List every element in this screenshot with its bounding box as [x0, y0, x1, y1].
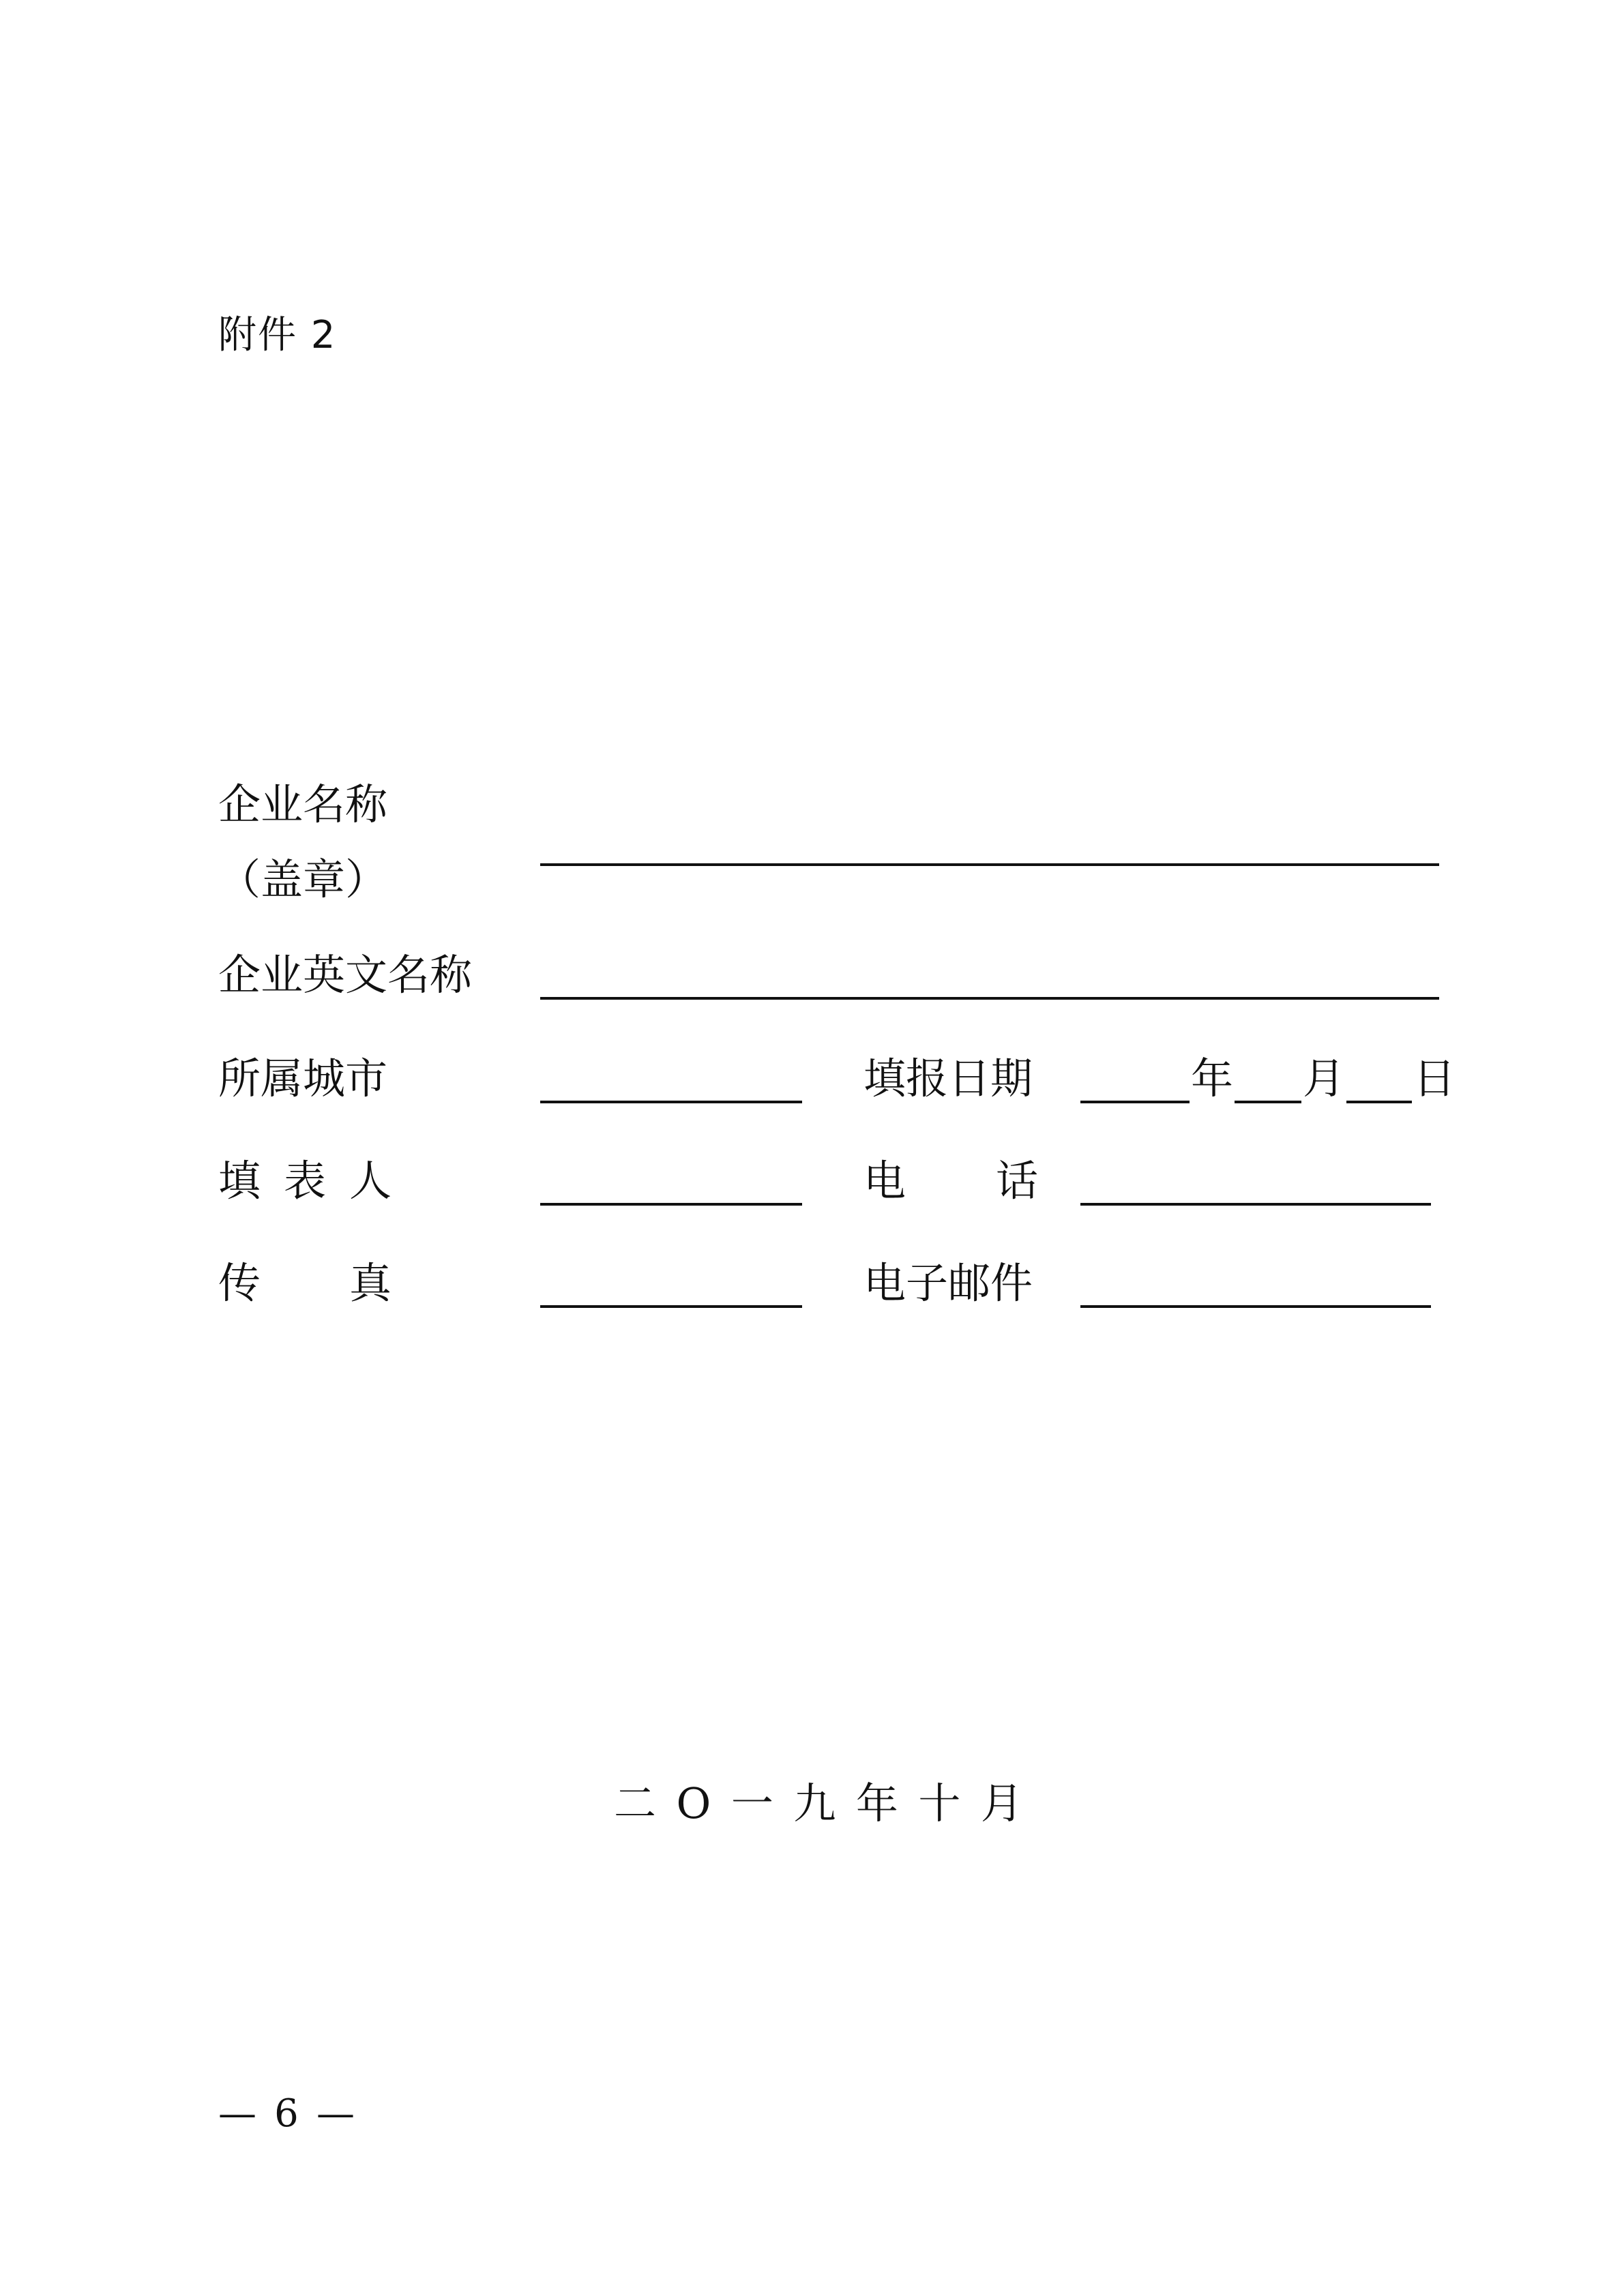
date-char: 二 — [614, 1778, 657, 1828]
day-char: 日 — [1413, 1054, 1456, 1103]
year-char: 年 — [1191, 1054, 1234, 1103]
fill-month-field-line[interactable] — [1235, 1101, 1301, 1103]
page-number — [218, 2087, 355, 2141]
fill-date-label: 填报日期 — [863, 1054, 1033, 1103]
company-english-name-field-line[interactable] — [540, 997, 1439, 1000]
fill-year-field-line[interactable] — [1080, 1101, 1190, 1103]
email-field-line[interactable] — [1080, 1305, 1431, 1308]
company-name-field-line[interactable] — [540, 863, 1439, 866]
company-name-stamp-note: （盖章） — [218, 854, 388, 904]
phone-label-char-2: 话 — [996, 1156, 1039, 1206]
filler-field-line[interactable] — [540, 1203, 802, 1206]
page-number-value: 6 — [274, 2091, 299, 2136]
date-char: O — [676, 1778, 711, 1828]
date-char: 九 — [793, 1778, 836, 1828]
fax-label-char-1: 传 — [218, 1258, 261, 1308]
phone-field-line[interactable] — [1080, 1203, 1431, 1206]
month-char: 月 — [1303, 1054, 1346, 1103]
email-label: 电子邮件 — [863, 1258, 1033, 1308]
date-char: 月 — [980, 1778, 1023, 1828]
page-number-dash-right: — — [316, 2091, 355, 2136]
fax-label-char-2: 真 — [349, 1258, 392, 1308]
attachment-label: 附件 2 — [218, 313, 337, 357]
filler-label-char-3: 人 — [349, 1156, 392, 1206]
date-char: 年 — [855, 1778, 898, 1828]
company-name-label: 企业名称 — [218, 779, 388, 829]
date-char: 一 — [730, 1778, 773, 1828]
filler-label-char-1: 填 — [218, 1156, 261, 1206]
fax-field-line[interactable] — [540, 1305, 802, 1308]
phone-label-char-1: 电 — [863, 1156, 906, 1206]
date-char: 十 — [918, 1778, 961, 1828]
filler-label-char-2: 表 — [284, 1156, 327, 1206]
city-field-line[interactable] — [540, 1101, 802, 1103]
city-label: 所属城市 — [218, 1054, 388, 1103]
page-number-dash-left: — — [218, 2091, 256, 2136]
document-date — [614, 1776, 1023, 1831]
fill-day-field-line[interactable] — [1346, 1101, 1412, 1103]
company-english-name-label: 企业英文名称 — [218, 950, 473, 1000]
